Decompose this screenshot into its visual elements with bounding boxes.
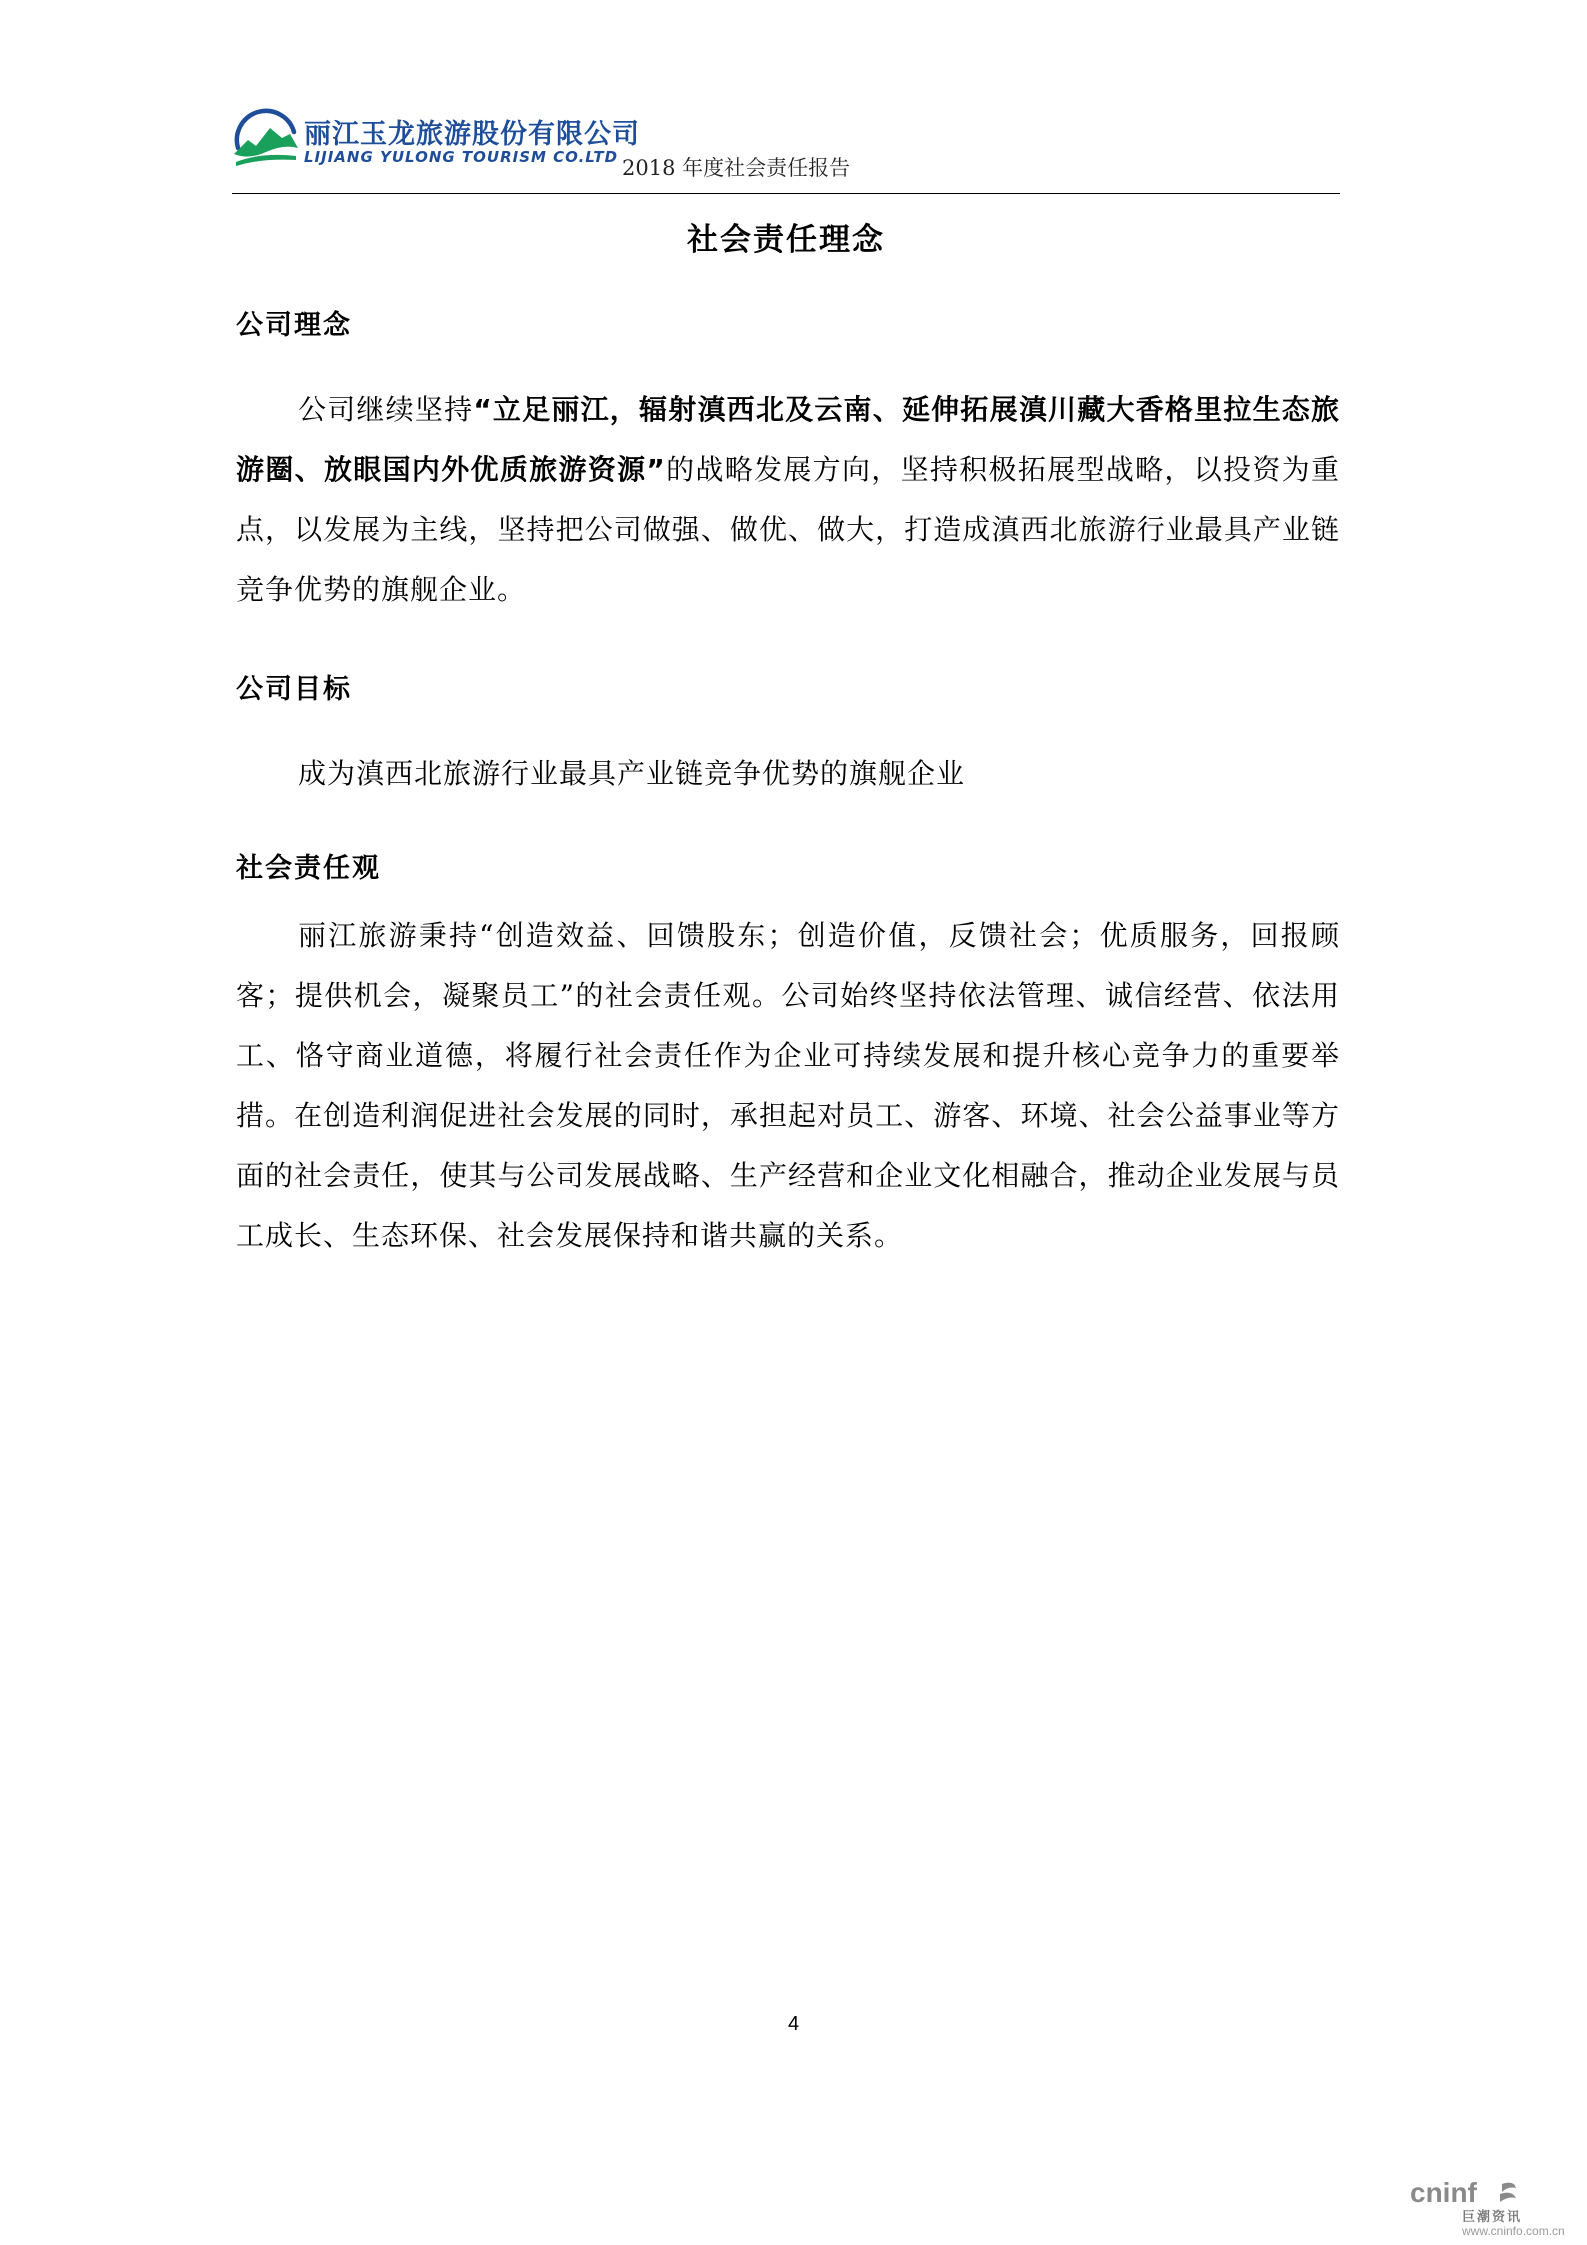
section-heading-responsibility: 社会责任观 (236, 853, 381, 884)
cninfo-brand-text: cninf (1410, 2177, 1477, 2208)
cninfo-url: www.cninfo.com.cn (1462, 2224, 1565, 2238)
company-name-cn: 丽江玉龙旅游股份有限公司 (304, 119, 640, 150)
page-title: 社会责任理念 (687, 222, 885, 258)
section-paragraph-responsibility: 丽江旅游秉持“创造效益、回馈股东；创造价值，反馈社会；优质服务，回报顾客；提供机会，凝聚员工”的社会责任观。公司始终坚持依法管理、诚信经营、依法用工、恪守商业道德，将履行社会责任作为企业可持续发展和提升核心竞争力的重要举措。在创造利润促进社会发展的同时，承担起对员工、游客、环境、社会公益事业等方面的社会责任，使其与公司发展战略、生产经营和企业文化相融合，推动企业发展与员工成长、生态环保、社会发展保持和谐共赢的关系。 (236, 919, 1340, 1252)
page-number: 4 (787, 2013, 800, 2035)
cninfo-logo-icon (1410, 2176, 1520, 2210)
section-paragraph-goal: 成为滇西北旅游行业最具产业链竞争优势的旗舰企业 (298, 757, 966, 790)
company-logo-icon (232, 108, 300, 170)
paragraph-lead: 公司继续坚持 (298, 393, 474, 426)
cninfo-watermark (1410, 2176, 1570, 2236)
page-header (232, 108, 1340, 194)
company-name-en: LIJIANG YULONG TOURISM CO.LTD (304, 148, 619, 166)
section-heading-goal: 公司目标 (236, 674, 352, 705)
strategy-quote: “立足丽江，辐射滇西北及云南、延伸拓展滇川藏大香格里拉生态旅游圈、放眼国内外优质旅游资源” (236, 393, 1340, 486)
cninfo-cn-text: 巨潮资讯 (1462, 2210, 1523, 2225)
paragraph-rest: 的战略发展方向，坚持积极拓展型战略，以投资为重点，以发展为主线，坚持把公司做强、做优、做大，打造成滇西北旅游行业最具产业链竞争优势的旗舰企业。 (236, 453, 1340, 606)
report-title: 2018 年度社会责任报告 (622, 156, 851, 180)
section-paragraph-philosophy (236, 380, 1340, 620)
section-heading-philosophy: 公司理念 (236, 310, 352, 341)
header-divider (232, 193, 1340, 194)
